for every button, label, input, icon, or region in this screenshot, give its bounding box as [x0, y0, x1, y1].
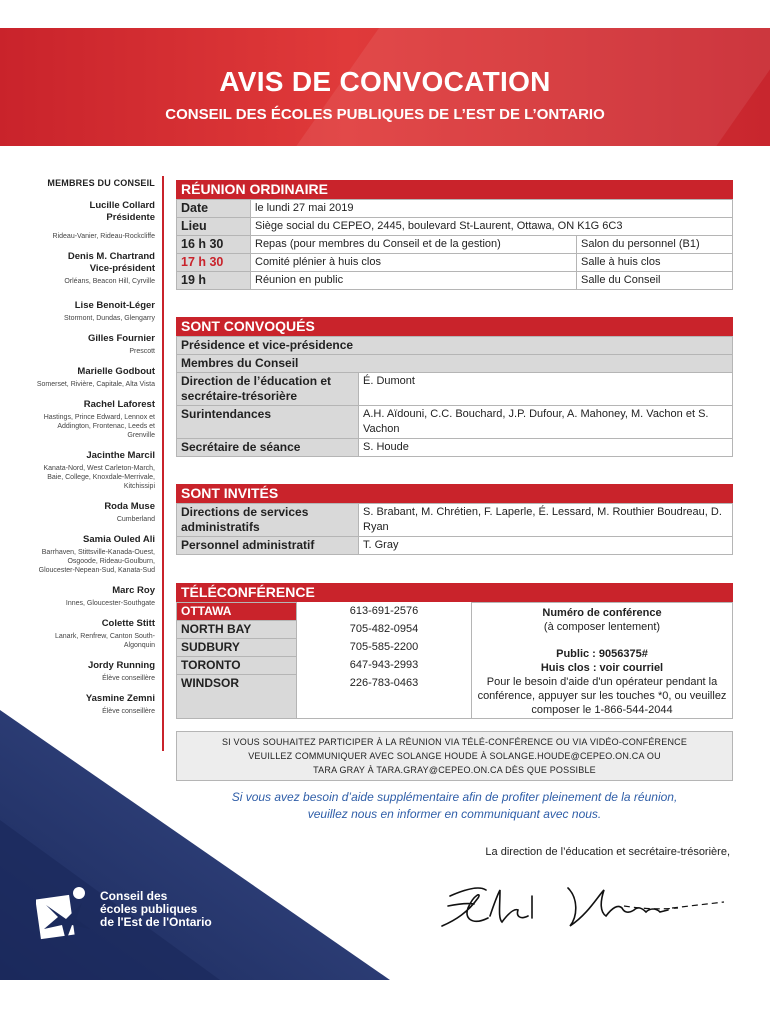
meeting-heading: RÉUNION ORDINAIRE: [176, 180, 733, 199]
member-name: Rachel Laforest: [83, 399, 155, 410]
member-entry: [30, 693, 155, 716]
sidebar-heading: MEMBRES DU CONSEIL: [47, 178, 155, 188]
meeting-section: [176, 180, 733, 290]
convened-label: Surintendances: [177, 406, 359, 439]
schedule-time: 19 h: [177, 272, 251, 290]
table-row: [177, 337, 733, 355]
table-row: [177, 504, 733, 537]
signoff-text: La direction de l’éducation et secrétaire-trésorière,: [485, 846, 730, 858]
city-name: SUDBURY: [177, 639, 297, 657]
conference-hint: (à composer lentement): [543, 621, 661, 633]
logo-mark-icon: [36, 885, 96, 945]
city-phone: 705-482-0954: [297, 621, 472, 639]
member-entry: [30, 585, 155, 608]
conference-info: [472, 603, 733, 719]
city-phone: 613-691-2576: [297, 603, 472, 621]
place-label: Lieu: [177, 218, 251, 236]
member-name: Samia Ouled Ali: [83, 534, 155, 545]
public-code: Public : 9056375#: [556, 648, 648, 660]
operator-help: Pour le besoin d'aide d'un opérateur pendant la conférence, appuyer sur les touches *0, ou veuillez composer le 1-866-544-2044: [477, 676, 727, 716]
teleconference-table: [176, 602, 733, 719]
schedule-item: Comité plénier à huis clos: [251, 254, 577, 272]
member-entry: [30, 501, 155, 524]
meeting-table: [176, 199, 733, 290]
logo-wordmark: [100, 890, 212, 929]
invited-heading: SONT INVITÉS: [176, 484, 733, 503]
schedule-room: Salon du personnel (B1): [577, 236, 733, 254]
city-name: TORONTO: [177, 657, 297, 675]
convened-value: É. Dumont: [359, 373, 733, 406]
invited-label: Personnel administratif: [177, 537, 359, 555]
member-entry: [30, 618, 155, 650]
city-phone: 226-783-0463: [297, 675, 472, 719]
convened-value: S. Houde: [359, 439, 733, 457]
member-area: Élève conseillère: [102, 708, 155, 715]
invited-label: Directions de services administratifs: [177, 504, 359, 537]
schedule-time: 17 h 30: [177, 254, 251, 272]
signature-image: [428, 868, 728, 948]
member-name: Yasmine Zemni: [85, 693, 155, 704]
schedule-item: Réunion en public: [251, 272, 577, 290]
invited-value: S. Brabant, M. Chrétien, F. Laperle, É. Lessard, M. Routhier Boudreau, D. Ryan: [359, 504, 733, 537]
member-entry: [30, 251, 155, 286]
convened-row: Présidence et vice-présidence: [177, 337, 733, 355]
place-value: Siège social du CEPEO, 2445, boulevard St-Laurent, Ottawa, ON K1G 6C3: [251, 218, 733, 236]
notice-line: TARA GRAY À TARA.GRAY@CEPEO.ON.CA DÈS QUE POSSIBLE: [313, 765, 596, 775]
table-row: [177, 373, 733, 406]
member-entry: [30, 333, 155, 356]
teleconference-section: [176, 583, 733, 719]
member-name: Marielle Godbout: [77, 366, 155, 377]
member-role: Vice-président: [89, 263, 155, 274]
header-banner: [0, 28, 770, 146]
convened-heading: SONT CONVOQUÉS: [176, 317, 733, 336]
member-area: Lanark, Renfrew, Canton South-Algonquin: [54, 633, 155, 649]
member-area: Orléans, Beacon Hill, Cyrville: [64, 278, 155, 285]
member-area: Hastings, Prince Edward, Lennox et Addington, Frontenac, Leeds et Grenville: [43, 414, 155, 439]
participation-notice: [176, 731, 733, 781]
page-subtitle: CONSEIL DES ÉCOLES PUBLIQUES DE L’EST DE L’ONTARIO: [165, 106, 605, 123]
date-label: Date: [177, 200, 251, 218]
member-area: Élève conseillère: [102, 675, 155, 682]
member-name: Marc Roy: [112, 585, 155, 596]
schedule-time: 16 h 30: [177, 236, 251, 254]
teleconference-heading: TÉLÉCONFÉRENCE: [176, 583, 733, 602]
table-row: [177, 537, 733, 555]
convened-label: Direction de l’éducation et secrétaire-trésorière: [177, 373, 359, 406]
date-value: le lundi 27 mai 2019: [251, 200, 733, 218]
closing-line: veuillez nous en informer en communiquant avec nous.: [307, 807, 602, 821]
table-row: [177, 406, 733, 439]
member-area: Barrhaven, Stittsville-Kanada-Ouest, Osgoode, Rideau-Goulburn, Gloucester-Nepean-Sud, Kanata-Sud: [38, 549, 155, 574]
member-entry: [30, 200, 155, 241]
table-row: [177, 272, 733, 290]
convened-value: A.H. Aïdouni, C.C. Bouchard, J.P. Dufour, A. Mahoney, M. Vachon et S. Vachon: [359, 406, 733, 439]
sidebar-divider: [162, 176, 164, 751]
table-row: [177, 218, 733, 236]
invited-value: T. Gray: [359, 537, 733, 555]
invited-table: [176, 503, 733, 555]
member-name: Gilles Fournier: [87, 333, 155, 344]
notice-line: SI VOUS SOUHAITEZ PARTICIPER À LA RÉUNION VIA TÉLÉ-CONFÉRENCE OU VIA VIDÉO-CONFÉRENCE: [221, 737, 688, 747]
table-row: [177, 439, 733, 457]
city-name: WINDSOR: [177, 675, 297, 719]
member-area: Stormont, Dundas, Glengarry: [63, 315, 155, 322]
member-area: Somerset, Rivière, Capitale, Alta Vista: [36, 381, 155, 388]
convened-row: Membres du Conseil: [177, 355, 733, 373]
city-phone: 705-585-2200: [297, 639, 472, 657]
city-name: NORTH BAY: [177, 621, 297, 639]
table-row: [177, 603, 733, 621]
member-role: Présidente: [106, 212, 155, 223]
member-entry: [30, 534, 155, 575]
city-name: OTTAWA: [177, 603, 297, 621]
member-name: Colette Stitt: [101, 618, 155, 629]
member-name: Roda Muse: [104, 501, 155, 512]
member-name: Jacinthe Marcil: [86, 450, 155, 461]
schedule-room: Salle à huis clos: [577, 254, 733, 272]
member-name: Denis M. Chartrand: [67, 251, 155, 262]
member-area: Rideau-Vanier, Rideau-Rockcliffe: [52, 233, 155, 240]
schedule-room: Salle du Conseil: [577, 272, 733, 290]
cepeo-logo: [36, 885, 236, 945]
logo-line: écoles publiques: [100, 902, 198, 916]
convened-table: [176, 336, 733, 457]
member-area: Prescott: [129, 348, 155, 355]
table-row: [177, 355, 733, 373]
convened-section: [176, 317, 733, 457]
member-area: Cumberland: [116, 516, 155, 523]
council-members-sidebar: [30, 178, 155, 716]
member-entry: [30, 399, 155, 440]
schedule-item: Repas (pour membres du Conseil et de la gestion): [251, 236, 577, 254]
city-phone: 647-943-2993: [297, 657, 472, 675]
member-name: Lucille Collard: [89, 200, 155, 211]
assistance-note: [176, 789, 733, 823]
notice-line: VEUILLEZ COMMUNIQUER AVEC SOLANGE HOUDE À SOLANGE.HOUDE@CEPEO.ON.CA OU: [248, 751, 661, 761]
member-name: Lise Benoit-Léger: [74, 300, 155, 311]
page-title: AVIS DE CONVOCATION: [219, 66, 551, 97]
member-entry: [30, 366, 155, 389]
closed-code: Huis clos : voir courriel: [540, 662, 664, 674]
member-area: Innes, Gloucester-Southgate: [65, 600, 155, 607]
member-entry: [30, 450, 155, 491]
table-row: [177, 200, 733, 218]
convened-label: Secrétaire de séance: [177, 439, 359, 457]
member-name: Jordy Running: [87, 660, 155, 671]
table-row: [177, 254, 733, 272]
table-row: [177, 236, 733, 254]
logo-line: de l'Est de l'Ontario: [100, 915, 212, 929]
invited-section: [176, 484, 733, 555]
member-area: Kanata-Nord, West Carleton-March, Baie, College, Knoxdale-Merrivale, Kitchissipi: [43, 465, 155, 490]
closing-line: Si vous avez besoin d’aide supplémentaire afin de profiter pleinement de la réunion,: [231, 790, 678, 804]
conference-label: Numéro de conférence: [542, 607, 662, 619]
member-entry: [30, 300, 155, 323]
member-entry: [30, 660, 155, 683]
logo-line: Conseil des: [100, 889, 168, 903]
